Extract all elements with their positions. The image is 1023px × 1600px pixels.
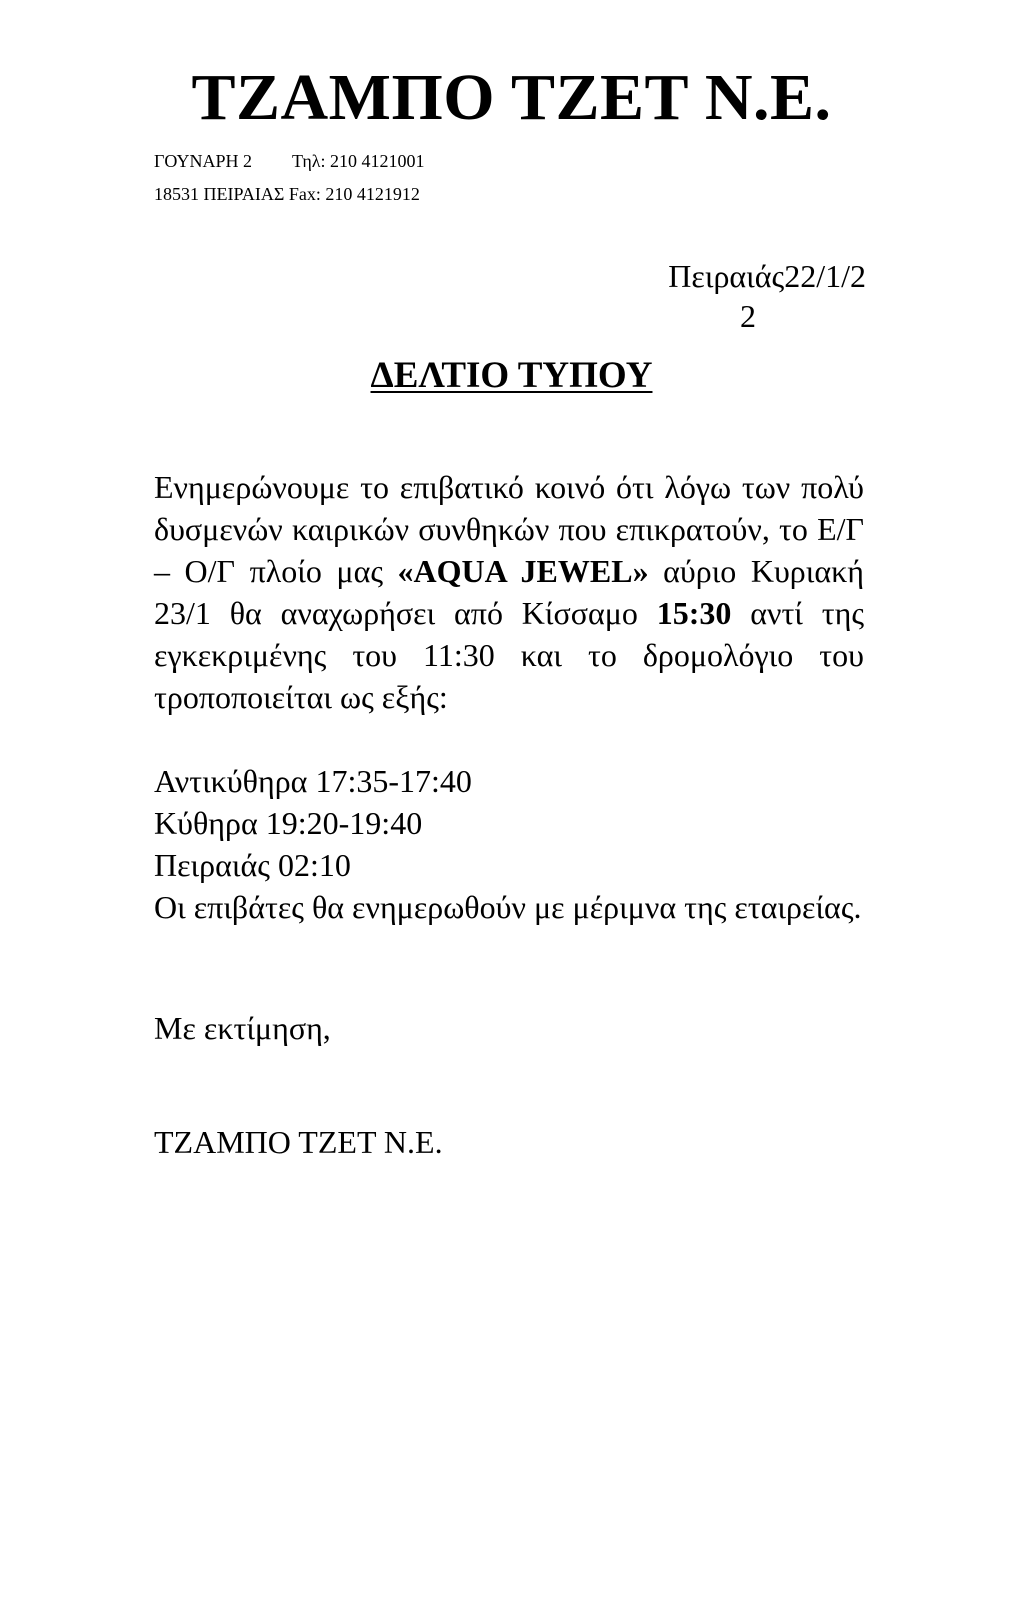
schedule-item: Κύθηρα 19:20-19:40	[154, 805, 423, 841]
company-title: ΤΖΑΜΠΟ ΤΖΕΤ Ν.Ε.	[191, 61, 832, 134]
contact-line-1	[154, 150, 424, 172]
paragraph-part-3: αντί της εγκεκριμένης του 11:30 και το δρομολόγιο του τροποποιείται ως εξής:	[154, 595, 865, 715]
schedule-list	[154, 760, 864, 886]
schedule-item: Αντικύθηρα 17:35-17:40	[154, 763, 472, 799]
document-heading: ΔΕΛΤΙΟ ΤΥΠΟΥ	[370, 355, 653, 396]
new-departure-time: 15:30	[656, 595, 732, 631]
closing-salutation: Με εκτίμηση,	[154, 1010, 331, 1046]
contact-line-2	[154, 183, 420, 205]
date-line-2: 2	[740, 298, 756, 334]
paragraph-part-2: αύριο Κυριακή 23/1 θα αναχωρήσει από Κίσσαμο	[154, 553, 865, 631]
phone-number: Τηλ: 210 4121001	[292, 151, 425, 171]
address-city: 18531 ΠΕΙΡΑΙΑΣ	[154, 184, 285, 204]
signature: ΤΖΑΜΠΟ ΤΖΕΤ Ν.Ε.	[154, 1124, 443, 1160]
date-line-1: Πειραιάς22/1/2	[668, 258, 866, 294]
ship-name: «AQUA JEWEL»	[397, 553, 649, 589]
schedule-item: Πειραιάς 02:10	[154, 847, 351, 883]
paragraph-part-1: Ενημερώνουμε το επιβατικό κοινό ότι λόγω των πολύ δυσμενών καιρικών συνθηκών που επικρατούν, το Ε/Γ – Ο/Γ πλοίο μας	[154, 469, 864, 589]
address-street: ΓΟΥΝΑΡΗ 2	[154, 151, 253, 171]
passenger-notice: Οι επιβάτες θα ενημερωθούν με μέριμνα της εταιρείας.	[154, 889, 862, 925]
date-block	[630, 256, 866, 336]
fax-number: Fax: 210 4121912	[288, 184, 420, 204]
announcement-paragraph	[154, 466, 864, 718]
